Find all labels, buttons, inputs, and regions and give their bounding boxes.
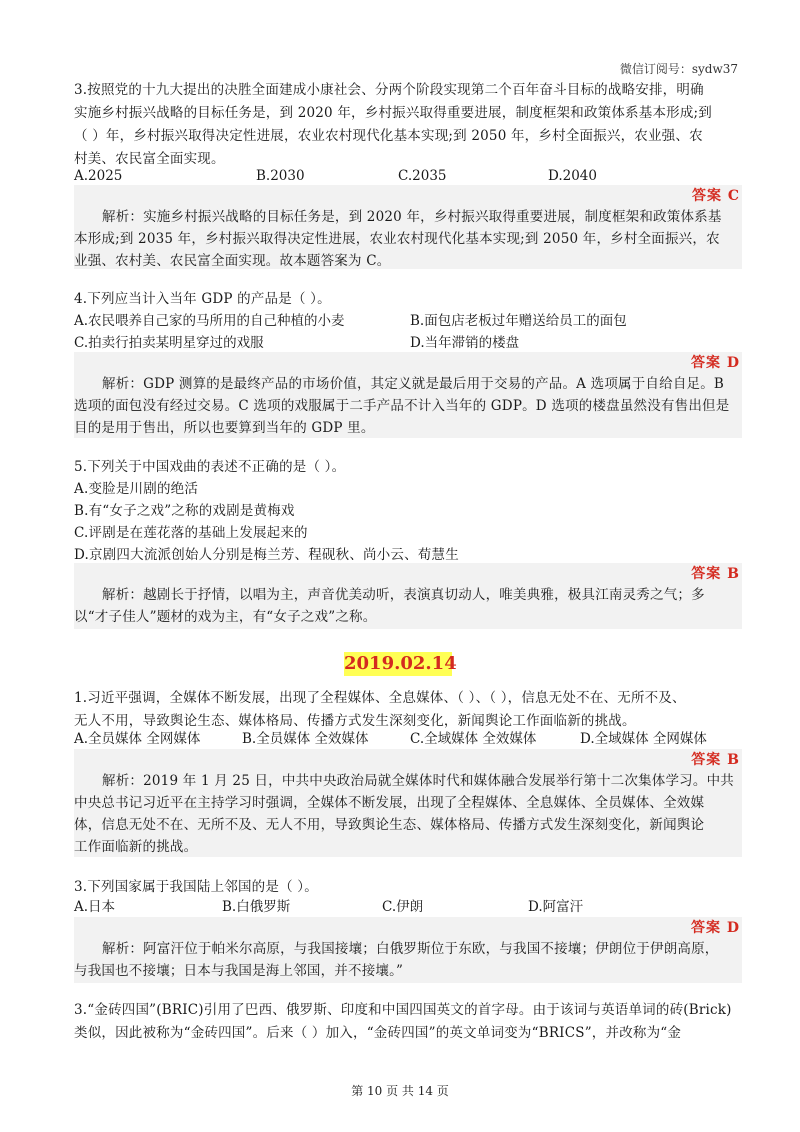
answer-bar	[74, 352, 742, 372]
q4-explanation-line: 工作面临新的挑战。	[74, 839, 198, 855]
q4-option-c: C.全域媒体 全效媒体	[410, 731, 537, 747]
date-heading: 2019.02.14	[344, 653, 457, 674]
q1-option-b: B.2030	[256, 168, 305, 184]
q6-line: 类似，因此被称为“金砖四国”。后来（ ）加入，“金砖四国”的英文单词变为“BRICS”，并改称为“金	[74, 1025, 682, 1041]
q4-option-a: A.全员媒体 全网媒体	[74, 731, 201, 747]
q5-explanation-line: 解析：阿富汗位于帕米尔高原，与我国接壤；白俄罗斯位于东欧，与我国不接壤；伊朗位于伊朗高原，	[102, 941, 719, 957]
q5-option-b: B.白俄罗斯	[222, 899, 291, 915]
q3-option-d: D.京剧四大流派创始人分别是梅兰芳、程砚秋、尚小云、荀慧生	[74, 547, 459, 563]
q3-stem: 5.下列关于中国戏曲的表述不正确的是（ ）。	[74, 459, 346, 475]
q1-explanation-line: 业强、农村美、农民富全面实现。故本题答案为 C。	[74, 253, 391, 269]
q5-option-d: D.阿富汗	[528, 899, 584, 915]
answer-bar	[74, 749, 742, 769]
q3-explanation-line: 以“才子佳人”题材的戏为主，有“女子之戏”之称。	[74, 609, 377, 625]
q5-option-a: A.日本	[74, 899, 116, 915]
q4-explanation-line: 解析：2019 年 1 月 25 日，中共中央政治局就全媒体时代和媒体融合发展举行第十二次集体学习。中共	[102, 773, 734, 789]
wechat-header: 微信订阅号：sydw37	[619, 62, 738, 76]
q4-explanation-line: 体，信息无处不在、无所不及、无人不用，导致舆论生态、媒体格局、传播方式发生深刻变化，新闻舆论	[74, 817, 705, 833]
q2-option-b: B.面包店老板过年赠送给员工的面包	[410, 313, 627, 329]
q3-option-b: B.有“女子之戏”之称的戏剧是黄梅戏	[74, 503, 295, 519]
q1-answer: 答案 C	[691, 188, 740, 204]
q4-line: 1.习近平强调，全媒体不断发展，出现了全程媒体、全息媒体、（ ）、（ ），信息无处不在、无所不及、	[74, 690, 686, 706]
q5-option-c: C.伊朗	[382, 899, 424, 915]
q4-option-b: B.全员媒体 全效媒体	[242, 731, 369, 747]
q2-explanation-line: 解析：GDP 测算的是最终产品的市场价值，其定义就是最后用于交易的产品。A 选项属于自给自足。B	[102, 376, 725, 392]
q1-explanation-line: 本形成;到 2035 年，乡村振兴取得决定性进展，农业农村现代化基本实现;到 2050 年，乡村全面振兴，农	[74, 231, 720, 247]
q4-option-d: D.全域媒体 全网媒体	[580, 731, 707, 747]
q2-option-a: A.农民喂养自己家的马所用的自己种植的小麦	[74, 313, 345, 329]
q5-answer: 答案 D	[690, 920, 740, 936]
q1-line: 村美、农民富全面实现。	[74, 151, 225, 167]
q3-option-c: C.评剧是在莲花落的基础上发展起来的	[74, 525, 308, 541]
q4-answer: 答案 B	[691, 752, 740, 768]
answer-bar	[74, 185, 742, 205]
q1-line: 实施乡村振兴战略的目标任务是，到 2020 年，乡村振兴取得重要进展，制度框架和政策体系基本形成;到	[74, 105, 712, 121]
q2-explanation-line: 选项的面包没有经过交易。C 选项的戏服属于二手产品不计入当年的 GDP。D 选项的楼盘虽然没有售出但是	[74, 398, 730, 414]
q6-line: 3.“金砖四国”(BRIC)引用了巴西、俄罗斯、印度和中国四国英文的首字母。由于该词与英语单词的砖(Brick)	[74, 1002, 732, 1018]
answer-bar	[74, 917, 742, 937]
q1-option-d: D.2040	[548, 168, 597, 184]
q4-explanation-line: 中央总书记习近平在主持学习时强调，全媒体不断发展，出现了全程媒体、全息媒体、全员媒体、全效媒	[74, 795, 705, 811]
q2-option-d: D.当年滞销的楼盘	[410, 335, 520, 351]
q5-explanation-line: 与我国也不接壤；日本与我国是海上邻国，并不接壤。”	[74, 963, 404, 979]
q1-explanation-line: 解析：实施乡村振兴战略的目标任务是，到 2020 年，乡村振兴取得重要进展，制度框架和政策体系基	[102, 209, 722, 225]
answer-bar	[74, 563, 742, 583]
q1-line: 3.按照党的十九大提出的决胜全面建成小康社会、分两个阶段实现第二个百年奋斗目标的战略安排，明确	[74, 82, 704, 98]
q3-option-a: A.变脸是川剧的绝活	[74, 481, 199, 497]
q1-option-c: C.2035	[398, 168, 447, 184]
q3-answer: 答案 B	[691, 566, 740, 582]
q1-option-a: A.2025	[74, 168, 123, 184]
q2-option-c: C.拍卖行拍卖某明星穿过的戏服	[74, 335, 264, 351]
q2-stem: 4.下列应当计入当年 GDP 的产品是（ ）。	[74, 291, 331, 307]
q2-explanation-line: 目的是用于售出，所以也要算到当年的 GDP 里。	[74, 420, 375, 436]
page-footer: 第 10 页 共 14 页	[351, 1084, 449, 1098]
q4-line: 无人不用，导致舆论生态、媒体格局、传播方式发生深刻变化，新闻舆论工作面临新的挑战。	[74, 713, 636, 729]
q3-explanation-line: 解析：越剧长于抒情，以唱为主，声音优美动听，表演真切动人，唯美典雅，极具江南灵秀之气；多	[102, 587, 705, 603]
q1-line: （ ）年，乡村振兴取得决定性进展，农业农村现代化基本实现;到 2050 年，乡村全面振兴，农业强、农	[74, 128, 703, 144]
q5-stem: 3.下列国家属于我国陆上邻国的是（ ）。	[74, 879, 318, 895]
q2-answer: 答案 D	[690, 355, 740, 371]
